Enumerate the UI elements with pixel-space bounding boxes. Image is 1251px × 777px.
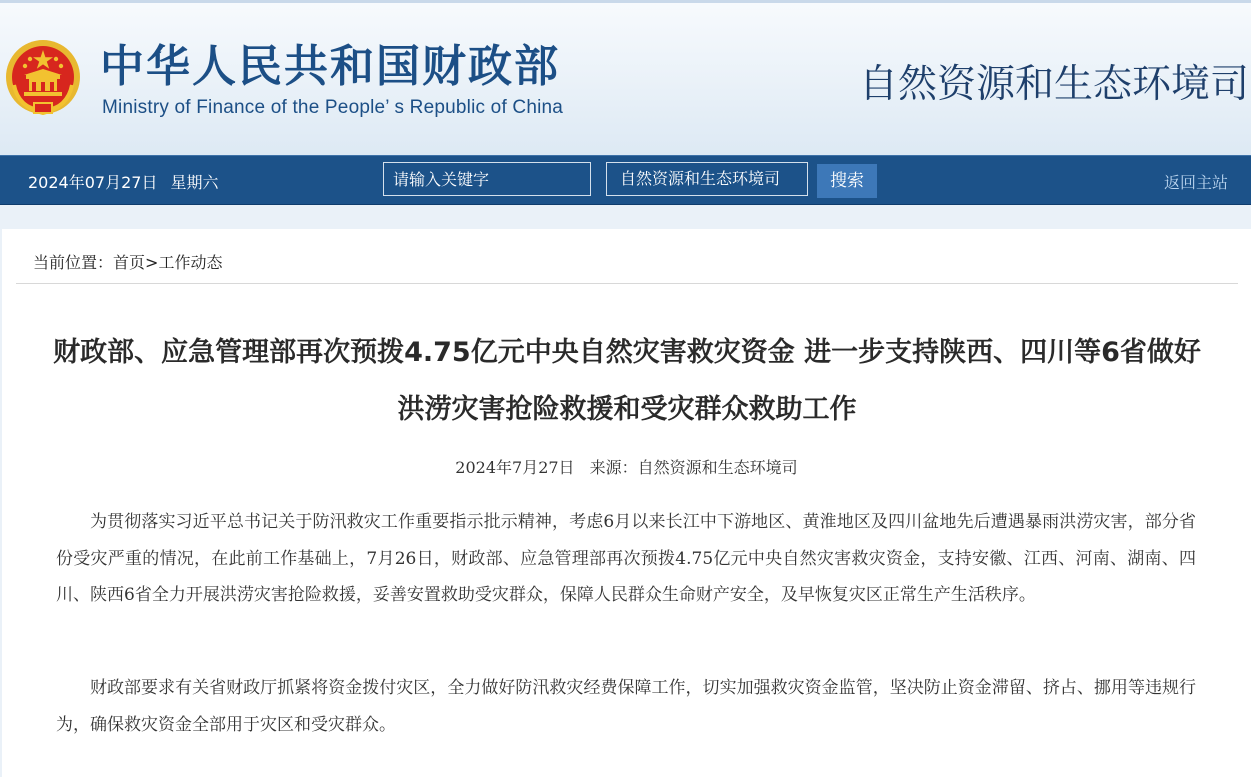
site-logo-chinese: 中华人民共和国财政部 — [100, 41, 560, 92]
article-paragraph: 财政部要求有关省财政厅抓紧将资金拨付灾区，全力做好防汛救灾经费保障工作，切实加强救灾资金监管，坚决防止资金滞留、挤占、挪用等违规行为，确保救灾资金全部用于灾区和受灾群众。 — [56, 678, 1196, 735]
article-date: 2024年7月27日 — [455, 458, 575, 477]
return-home-link[interactable]: 返回主站 — [1163, 173, 1228, 192]
current-date — [28, 170, 219, 193]
breadcrumb-home-link[interactable]: 首页 — [113, 253, 146, 272]
article-panel — [2, 229, 1251, 777]
date-text: 2024年07月27日 — [28, 173, 158, 192]
breadcrumb — [33, 250, 222, 273]
site-header — [0, 0, 1251, 155]
search-input[interactable] — [383, 162, 591, 196]
article-meta — [2, 455, 1251, 478]
breadcrumb-divider — [16, 283, 1238, 284]
national-emblem-icon — [4, 37, 82, 119]
breadcrumb-separator: > — [145, 253, 159, 272]
site-logo-english: Ministry of Finance of the People’ s Republic of China — [102, 97, 564, 118]
article-title: 财政部、应急管理部再次预拨4.75亿元中央自然灾害救灾资金 进一步支持陕西、四川等6省做好洪涝灾害抢险救援和受灾群众救助工作 — [53, 337, 1201, 425]
weekday-text: 星期六 — [170, 173, 219, 192]
nav-bar — [0, 155, 1251, 205]
article-paragraph: 为贯彻落实习近平总书记关于防汛救灾工作重要指示批示精神，考虑6月以来长江中下游地区、黄淮地区及四川盆地先后遭遇暴雨洪涝灾害，部分省份受灾严重的情况，在此前工作基础上，7月26日，财政部、应急管理部再次预拨4.75亿元中央自然灾害救灾资金，支持安徽、江西、河南、湖南、四川、陕西6省全力开展洪涝灾害抢险救援，妥善安置救助受灾群众，保障人民群众生命财产安全，及早恢复灾区正常生产生活秩序。 — [56, 512, 1196, 605]
article-source-label: 来源： — [589, 458, 638, 477]
article-source: 自然资源和生态环境司 — [637, 458, 798, 477]
search-button[interactable]: 搜索 — [817, 164, 877, 198]
search-scope-select[interactable]: 自然资源和生态环境司 — [606, 162, 808, 196]
breadcrumb-label: 当前位置： — [33, 253, 114, 272]
department-title: 自然资源和生态环境司 — [858, 62, 1249, 107]
breadcrumb-current-link[interactable]: 工作动态 — [158, 253, 223, 272]
